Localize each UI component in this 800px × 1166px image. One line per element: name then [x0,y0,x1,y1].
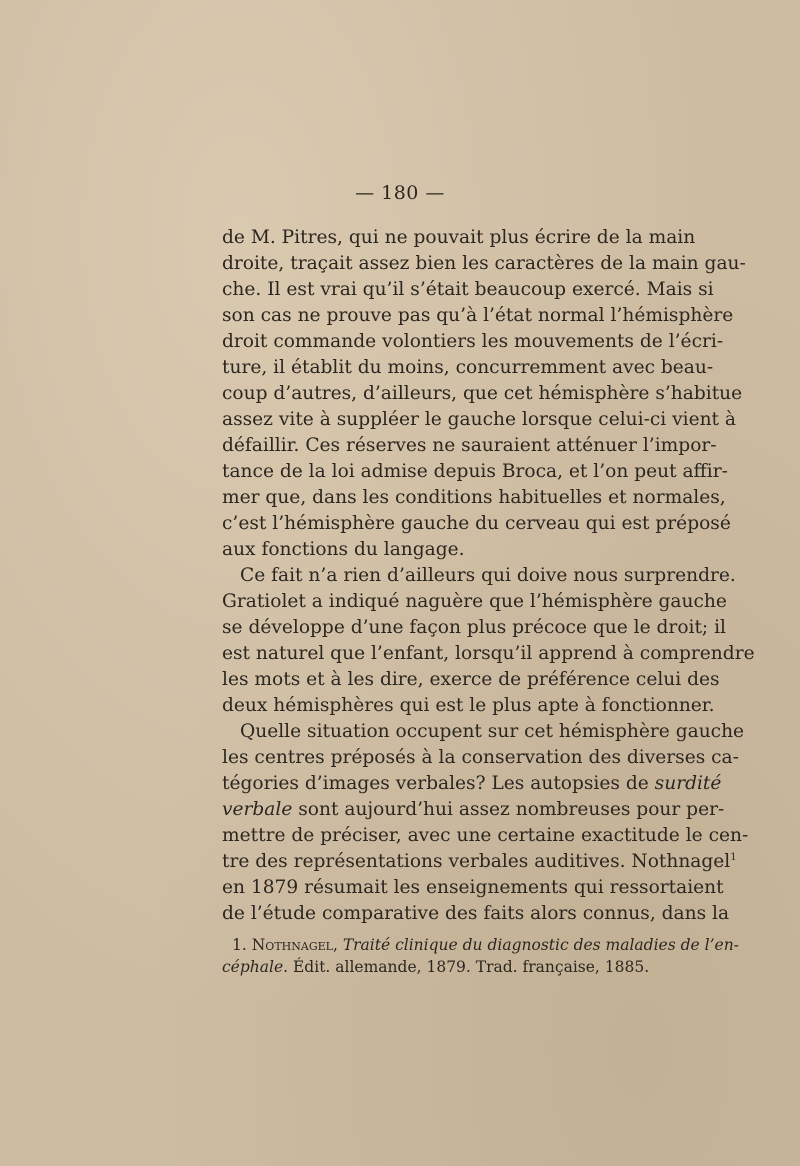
text-line: che. Il est vrai qu’il s’était beaucoup exercé. Mais si [222,279,714,300]
page-number: — 180 — [355,182,445,204]
text-run: tégories d’images verbales? Les autopsies de [222,773,649,794]
text-line: de l’étude comparative des faits alors connus, dans la [222,903,730,924]
text-run: tre des représentations verbales auditives. Nothnagel [222,851,731,872]
footnote-marker: 1. [232,936,247,954]
text-line: de M. Pitres, qui ne pouvait plus écrire de la main [222,227,696,248]
text-line: deux hémisphères qui est le plus apte à fonctionner. [222,695,715,716]
footnote-ref: 1 [730,851,737,863]
footnote-author: Nothnagel [251,936,333,954]
footnote-title: Traité clinique du diagnostic des maladies de l’en- [342,936,739,954]
text-line: coup d’autres, d’ailleurs, que cet hémisphère s’habitue [222,383,743,404]
text-line: son cas ne prouve pas qu’à l’état normal l’hémisphère [222,305,734,326]
text-line: est naturel que l’enfant, lorsqu’il apprend à comprendre [222,643,755,664]
text-line [222,797,725,823]
italic-term: surdité [654,773,722,794]
text-line [222,849,737,875]
text-line: en 1879 résumait les enseignements qui ressortaient [222,877,724,898]
text-line: mettre de préciser, avec une certaine exactitude le cen- [222,825,749,846]
text-line: droite, traçait assez bien les caractères de la main gau- [222,253,746,274]
text-line: c’est l’hémisphère gauche du cerveau qui est préposé [222,513,731,534]
text-run: sont aujourd’hui assez nombreuses pour per- [298,799,725,820]
text-line: les mots et à les dire, exerce de préférence celui des [222,669,720,690]
text-line [222,771,722,797]
footnote-sep: , [332,936,338,954]
text-line: Quelle situation occupent sur cet hémisphère gauche [240,721,745,742]
text-line: droit commande volontiers les mouvements de l’écri- [222,331,724,352]
text-line: mer que, dans les conditions habituelles et normales, [222,487,726,508]
text-line: assez vite à suppléer le gauche lorsque celui-ci vient à [222,409,737,430]
text-line: tance de la loi admise depuis Broca, et l’on peut affir- [222,461,728,482]
text-line: aux fonctions du langage. [222,539,465,560]
text-line: les centres préposés à la conservation des diverses ca- [222,747,739,768]
footnote-line [222,956,650,978]
footnote-edition: . Édit. allemande, 1879. Trad. française, 1885. [283,958,650,976]
text-line: ture, il établit du moins, concurremment avec beau- [222,357,714,378]
footnote-line [232,934,739,956]
text-line: se développe d’une façon plus précoce que le droit; il [222,617,727,638]
text-line: défaillir. Ces réserves ne sauraient atténuer l’impor- [222,435,717,456]
text-line: Ce fait n’a rien d’ailleurs qui doive nous surprendre. [240,565,736,586]
text-line: Gratiolet a indiqué naguère que l’hémisphère gauche [222,591,727,612]
footnote-title: céphale [222,958,284,976]
italic-term: verbale [222,799,293,820]
